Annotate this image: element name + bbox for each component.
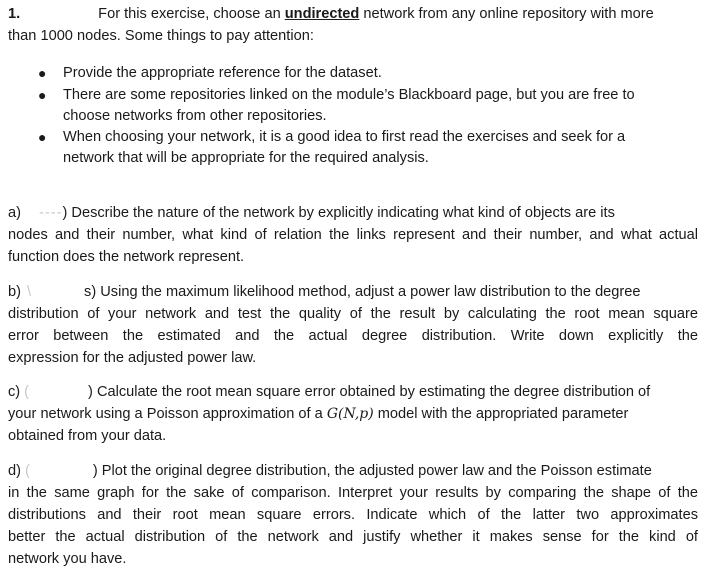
question-intro-line-1 (8, 3, 698, 25)
part-a-text: ) Describe the nature of the network by explicitly indicating what kind of objects are its (62, 205, 615, 221)
part-c-line-1 (8, 381, 650, 403)
part-c-line-3: obtained from your data. (8, 428, 167, 444)
part-a-redacted-marks: ---- (39, 205, 63, 221)
part-a-label: a) (8, 205, 21, 221)
bullet-item-2-line-1: There are some repositories linked on the module’s Blackboard page, but you are free to (63, 87, 635, 103)
part-c-text: your network using a Poisson approximation of a (8, 406, 327, 422)
bullet-item-3-line-1: When choosing your network, it is a good idea to first read the exercises and seek for a (63, 129, 626, 145)
part-b-redacted-marks: \ (26, 284, 33, 300)
bullet-dot-icon: ● (38, 129, 47, 145)
bullet-item-3-line-2: network that will be appropriate for the required analysis. (63, 150, 429, 166)
part-c-line-2 (8, 403, 628, 425)
part-b-line-3: error between the estimated and the actual degree distribution. Write down explicitly the (8, 328, 698, 344)
part-c-text: model with the appropriated parameter (373, 406, 629, 422)
part-c-redacted-marks: ( (24, 384, 31, 400)
part-c-label: c) (8, 384, 21, 400)
part-d-line-2: in the same graph for the sake of comparison. Interpret your results by comparing the shape of the (8, 485, 698, 501)
part-d-text: ) Plot the original degree distribution, the adjusted power law and the Poisson estimate (92, 463, 652, 479)
part-d-label: d) (8, 463, 21, 479)
bullet-dot-icon: ● (38, 87, 47, 103)
part-b-line-2: distribution of your network and test the quality of the result by calculating the root mean square (8, 306, 698, 322)
part-d-line-5: network you have. (8, 551, 127, 567)
question-number: 1. (8, 6, 21, 22)
part-a-line-2: nodes and their number, what kind of relation the links represent and their number, and what actual (8, 227, 698, 243)
bullet-item-1-line-1: Provide the appropriate reference for the dataset. (63, 65, 382, 81)
part-d-line-4: better the actual distribution of the network and justify whether it makes sense for the kind of (8, 529, 698, 545)
part-c-text: ) Calculate the root mean square error obtained by estimating the degree distribution of (88, 384, 651, 400)
part-d-line-3: distributions and their root mean square errors. Indicate which of the latter two approximates (8, 507, 698, 523)
part-a-line-1 (8, 202, 615, 224)
part-b-line-1 (8, 281, 641, 303)
question-intro-line-2: than 1000 nodes. Some things to pay attention: (8, 28, 314, 44)
part-d-redacted-marks: ( (24, 463, 31, 479)
intro-emphasis: undirected (284, 6, 360, 22)
bullet-dot-icon: ● (38, 65, 47, 81)
part-a-line-3: function does the network represent. (8, 249, 245, 265)
intro-text-end: network from any online repository with more (359, 6, 654, 22)
part-d-line-1 (8, 460, 652, 482)
gnp-model-formula: G(N,p) (326, 406, 374, 422)
bullet-item-2-line-2: choose networks from other repositories. (63, 108, 327, 124)
part-b-line-4: expression for the adjusted power law. (8, 350, 257, 366)
part-b-label: b) (8, 284, 21, 300)
part-b-text: s) Using the maximum likelihood method, adjust a power law distribution to the degree (84, 284, 641, 300)
intro-text: For this exercise, choose an (98, 6, 285, 22)
